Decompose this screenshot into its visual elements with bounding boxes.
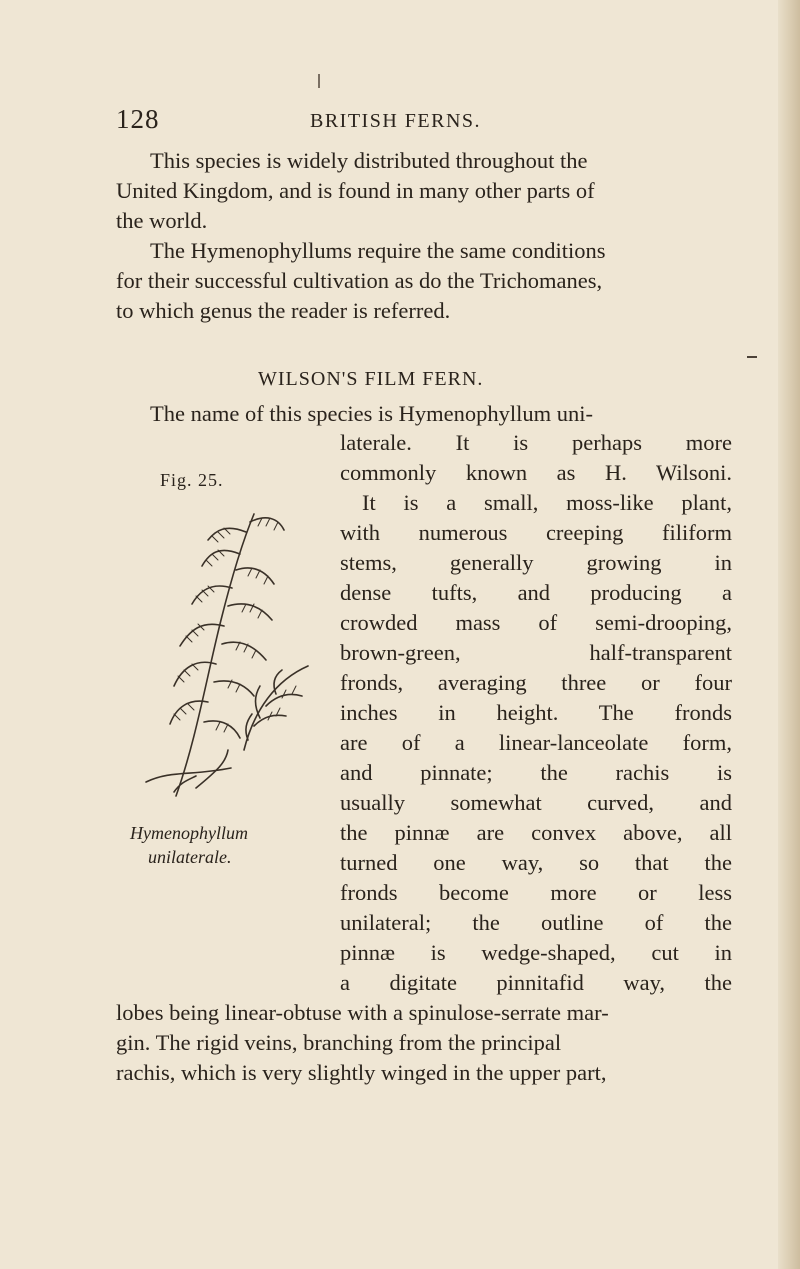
body-full-line: rachis, which is very slightly winged in the upper part, [116,1060,607,1085]
body-column-line: are of a linear-lanceolate form, [340,730,732,755]
body-column-line-text: laterale. It is perhaps more [340,430,732,455]
body-column-line: inches in height. The fronds [340,700,732,725]
page-edge [778,0,800,1269]
page-header [116,104,636,136]
body-column-line: It is a small, moss-like plant, [362,490,732,515]
figure-caption-line1: Hymenophyllum [130,823,248,843]
figure-caption-line2: unilaterale. [148,847,232,867]
intro-line [150,240,606,263]
intro-line: to which genus the reader is referred. [116,298,451,323]
body-column-line: with numerous creeping filiform [340,520,732,545]
page-number: 128 [116,104,160,134]
body-column-line: the pinnæ are convex above, all [340,820,732,845]
body-column-line: usually somewhat curved, and [340,790,732,815]
body-column-line: dense tufts, and producing a [340,580,732,605]
figure-label: Fig. 25. [160,470,224,490]
body-column-line: pinnæ is wedge-shaped, cut in [340,940,732,965]
running-head: BRITISH FERNS. [310,110,482,132]
body-full-line: gin. The rigid veins, branching from the principal [116,1030,562,1055]
body-full-line: lobes being linear-obtuse with a spinulose-serrate mar- [116,1000,609,1025]
body-column-line: crowded mass of semi-drooping, [340,610,732,635]
fern-illustration [136,500,316,800]
body-column-line: turned one way, so that the [340,850,732,875]
body-column-line: a digitate pinnitafid way, the [340,970,732,995]
intro-line: This species is widely distributed throughout the [150,148,588,173]
body-column-line: fronds, averaging three or four [340,670,732,695]
body-first-line: The name of this species is Hymenophyllum uni- [150,401,594,426]
body-column-line: unilateral; the outline of the [340,910,732,935]
body-column-line [340,432,732,455]
fern-illustration-icon [136,500,316,800]
intro-line: the world. [116,208,208,233]
intro-line: United Kingdom, and is found in many other parts of [116,178,595,203]
body-column-line: and pinnate; the rachis is [340,760,732,785]
body-column-line: stems, generally growing in [340,550,732,575]
margin-mark [747,356,757,358]
body-column-line: brown-green, half-transparent [340,640,732,665]
intro-line: for their successful cultivation as do the Trichomanes, [116,268,603,293]
body-column-line: fronds become more or less [340,880,732,905]
section-heading: WILSON'S FILM FERN. [258,368,484,390]
body-column-line: commonly known as H. Wilsoni. [340,460,732,485]
intro-line-text: The Hymenophyllums require the same conditions [150,238,606,263]
print-mark [318,74,320,88]
